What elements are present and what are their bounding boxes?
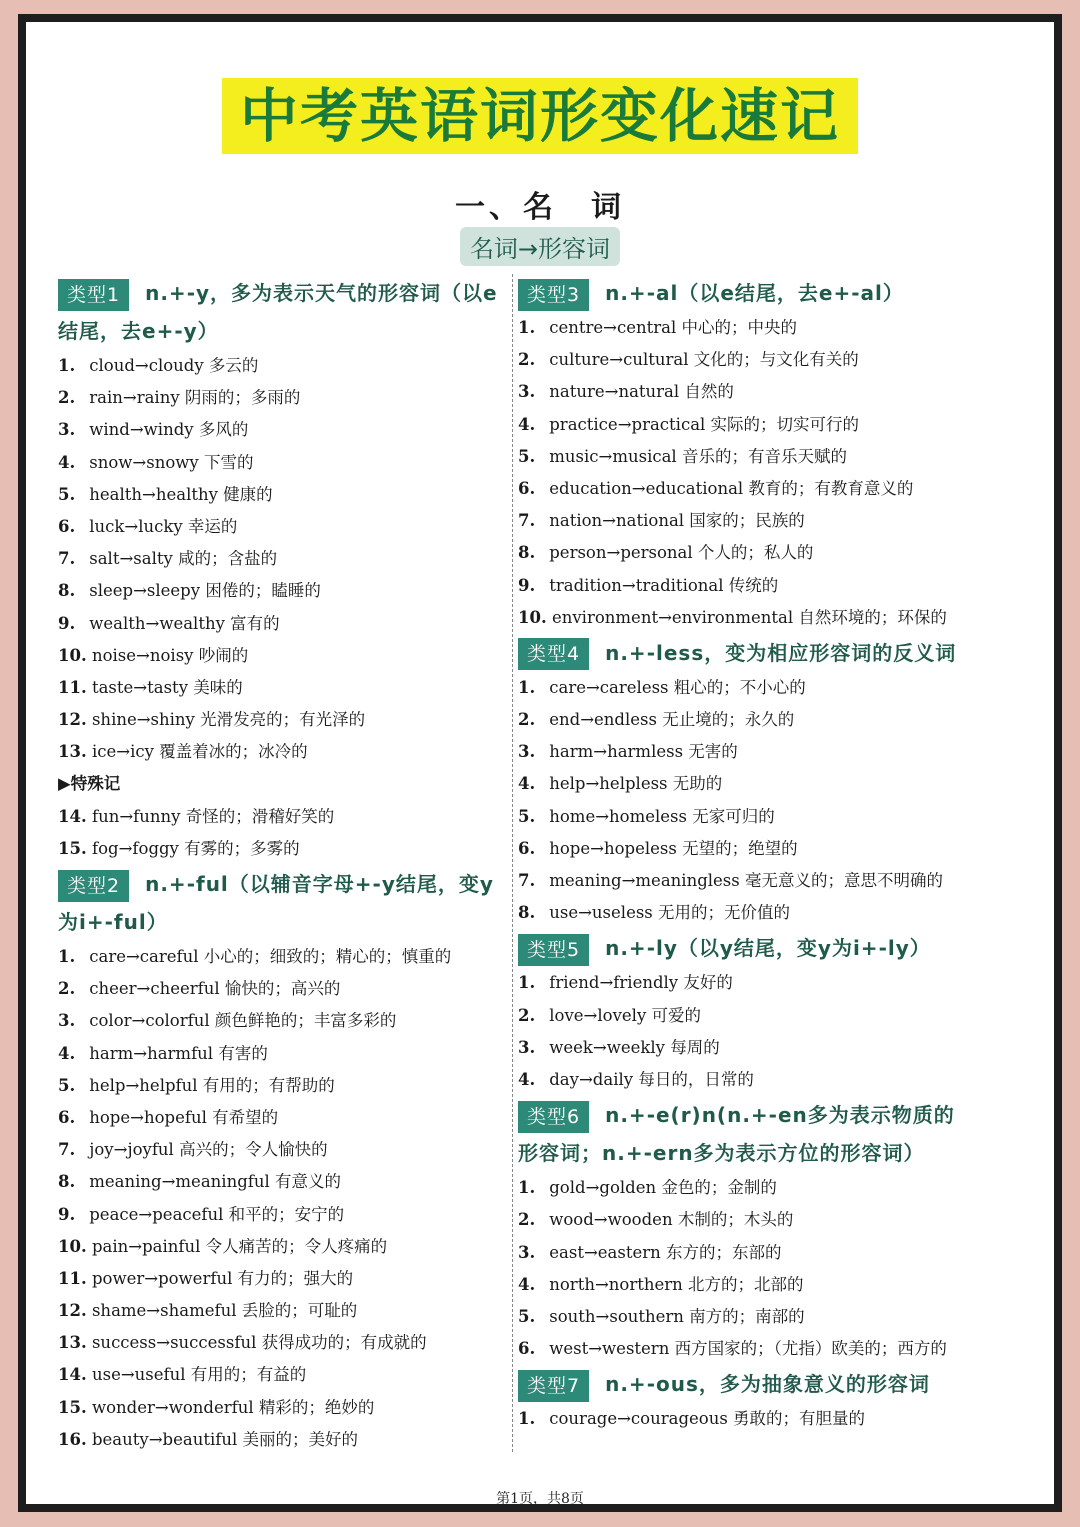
- item-text: harm→harmless 无害的: [549, 742, 738, 762]
- item-number: 4.: [518, 1069, 536, 1089]
- list-item: [518, 570, 966, 602]
- list-item: [58, 1231, 504, 1263]
- item-text: fog→foggy 有雾的；多雾的: [91, 838, 300, 858]
- list-item: [518, 768, 966, 800]
- item-number: 3.: [58, 1011, 76, 1031]
- item-text: use→useful 有用的；有益的: [91, 1365, 307, 1385]
- item-number: 2.: [518, 1005, 536, 1025]
- item-text: tradition→traditional 传统的: [549, 575, 779, 595]
- item-text: wind→windy 多风的: [89, 420, 249, 440]
- list-item: [518, 704, 966, 736]
- list-item: [58, 1102, 504, 1134]
- type5-list: [518, 967, 966, 1096]
- item-text: day→daily 每日的，日常的: [549, 1069, 754, 1089]
- page-title: 中考英语词形变化速记: [222, 78, 858, 154]
- item-number: 3.: [518, 1037, 536, 1057]
- list-item: [58, 1424, 504, 1456]
- item-number: 5.: [518, 1306, 536, 1326]
- right-column: [518, 274, 966, 1435]
- item-number: 9.: [58, 613, 76, 633]
- type5-heading: [518, 929, 966, 967]
- list-item: [58, 1134, 504, 1166]
- item-text: nature→natural 自然的: [549, 382, 734, 402]
- item-text: help→helpful 有用的；有帮助的: [89, 1075, 335, 1095]
- list-item: [518, 1269, 966, 1301]
- item-number: 7.: [518, 871, 536, 890]
- item-text: snow→snowy 下雪的: [89, 452, 254, 472]
- list-item: [518, 833, 966, 865]
- type7-tag: 类型7: [518, 1370, 589, 1402]
- list-item: [58, 941, 504, 973]
- item-number: 14.: [58, 806, 87, 826]
- document-page: [18, 14, 1062, 1512]
- item-number: 1.: [518, 1178, 536, 1198]
- list-item: [58, 640, 504, 672]
- item-number: 7.: [58, 549, 76, 569]
- list-item: [518, 344, 966, 376]
- item-number: 10.: [518, 607, 547, 627]
- list-item: [58, 511, 504, 543]
- item-text: friend→friendly 友好的: [549, 973, 733, 993]
- item-number: 15.: [58, 1397, 87, 1417]
- item-text: taste→tasty 美味的: [91, 677, 243, 697]
- list-item: [58, 1070, 504, 1102]
- item-text: hope→hopeful 有希望的: [89, 1107, 279, 1127]
- type1-desc: n.+-y，多为表示天气的形容词（以e结尾，去e+-y）: [58, 281, 498, 343]
- item-number: 10.: [58, 645, 87, 665]
- list-item: [518, 1237, 966, 1269]
- list-item: [518, 1403, 966, 1435]
- item-text: meaning→meaningful 有意义的: [89, 1172, 342, 1192]
- item-number: 5.: [518, 806, 536, 826]
- item-text: wealth→wealthy 富有的: [89, 613, 280, 633]
- type4-list: [518, 672, 966, 930]
- type7-list: [518, 1403, 966, 1435]
- item-number: 4.: [518, 1274, 536, 1294]
- item-number: 8.: [58, 581, 76, 601]
- list-item: [58, 608, 504, 640]
- item-number: 6.: [518, 478, 536, 498]
- item-text: success→successful 获得成功的；有成就的: [91, 1333, 427, 1353]
- list-item: [518, 1333, 966, 1365]
- list-item: [58, 801, 504, 833]
- list-item: [518, 537, 966, 569]
- list-item: [518, 473, 966, 505]
- list-item: [58, 447, 504, 479]
- type2-list: [58, 941, 504, 1456]
- document-sheet: [26, 22, 1054, 1507]
- item-number: 7.: [58, 1140, 76, 1160]
- item-number: 11.: [58, 677, 87, 697]
- subsection-heading: 名词→形容词: [460, 227, 620, 266]
- item-text: rain→rainy 阴雨的；多雨的: [89, 388, 301, 408]
- item-number: 4.: [518, 774, 536, 794]
- item-number: 6.: [518, 838, 536, 858]
- item-number: 2.: [58, 979, 76, 999]
- item-number: 9.: [518, 575, 536, 595]
- item-number: 5.: [518, 446, 536, 466]
- item-text: color→colorful 颜色鲜艳的；丰富多彩的: [89, 1011, 397, 1031]
- list-item: [518, 865, 966, 897]
- item-text: week→weekly 每周的: [549, 1037, 720, 1057]
- item-number: 13.: [58, 742, 87, 762]
- list-item: [518, 505, 966, 537]
- item-number: 8.: [58, 1172, 76, 1192]
- list-item: [58, 382, 504, 414]
- item-number: 6.: [58, 1107, 76, 1127]
- item-text: peace→peaceful 和平的；安宁的: [89, 1204, 345, 1224]
- item-number: 2.: [518, 710, 536, 730]
- item-number: 2.: [518, 350, 536, 370]
- item-text: ice→icy 覆盖着冰的；冰冷的: [91, 742, 308, 762]
- item-text: joy→joyful 高兴的；令人愉快的: [89, 1140, 328, 1160]
- list-item: [58, 543, 504, 575]
- item-number: 10.: [58, 1236, 87, 1256]
- item-text: love→lovely 可爱的: [549, 1005, 702, 1025]
- type3-list: [518, 312, 966, 634]
- column-divider: [512, 274, 513, 1452]
- list-item: [518, 1064, 966, 1096]
- item-text: wonder→wonderful 精彩的；绝妙的: [91, 1397, 375, 1417]
- item-text: environment→environmental 自然环境的；环保的: [551, 607, 947, 627]
- list-item: [518, 1000, 966, 1032]
- item-text: gold→golden 金色的；金制的: [549, 1178, 777, 1198]
- item-text: end→endless 无止境的；永久的: [549, 710, 795, 730]
- item-text: nation→national 国家的；民族的: [549, 511, 805, 531]
- list-item: [518, 967, 966, 999]
- list-item: [518, 602, 966, 634]
- list-item: [518, 1301, 966, 1333]
- item-text: meaning→meaningless 毫无意义的；意思不明确的: [549, 871, 943, 890]
- item-number: 3.: [518, 382, 536, 402]
- item-text: education→educational 教育的；有教育意义的: [549, 478, 914, 498]
- item-text: health→healthy 健康的: [89, 484, 273, 504]
- item-number: 2.: [58, 388, 76, 408]
- item-text: person→personal 个人的；私人的: [549, 543, 814, 563]
- type1-special-list: [58, 801, 504, 865]
- item-text: noise→noisy 吵闹的: [91, 645, 249, 665]
- item-text: centre→central 中心的；中央的: [549, 318, 797, 337]
- list-item: [518, 312, 966, 344]
- list-item: [518, 441, 966, 473]
- type6-desc: n.+-e(r)n(n.+-en多为表示物质的形容词；n.+-ern多为表示方位的形容词）: [518, 1103, 955, 1166]
- list-item: [58, 1295, 504, 1327]
- type4-tag: 类型4: [518, 638, 589, 670]
- type2-desc: n.+-ful（以辅音字母+-y结尾，变y为i+-ful）: [58, 872, 494, 934]
- item-number: 13.: [58, 1333, 87, 1353]
- item-number: 4.: [518, 414, 536, 434]
- item-text: culture→cultural 文化的；与文化有关的: [549, 350, 859, 370]
- item-text: music→musical 音乐的；有音乐天赋的: [549, 446, 847, 466]
- item-number: 1.: [518, 1409, 536, 1429]
- title-area: [26, 78, 1054, 154]
- item-number: 4.: [58, 452, 76, 472]
- list-item: [58, 973, 504, 1005]
- type6-heading: [518, 1096, 966, 1172]
- item-number: 3.: [58, 420, 76, 440]
- item-number: 1.: [518, 677, 536, 697]
- item-number: 3.: [518, 1242, 536, 1262]
- item-number: 12.: [58, 1301, 87, 1321]
- list-item: [58, 414, 504, 446]
- type6-tag: 类型6: [518, 1101, 589, 1133]
- item-number: 11.: [58, 1268, 87, 1288]
- type3-heading: [518, 274, 966, 312]
- item-text: beauty→beautiful 美丽的；美好的: [91, 1429, 358, 1449]
- list-item: [58, 1359, 504, 1391]
- list-item: [58, 575, 504, 607]
- list-item: [58, 704, 504, 736]
- item-text: fun→funny 奇怪的；滑稽好笑的: [91, 806, 335, 826]
- type2-tag: 类型2: [58, 870, 129, 902]
- item-text: salt→salty 咸的；含盐的: [89, 549, 278, 569]
- item-text: west→western 西方国家的；（尤指）欧美的；西方的: [549, 1339, 947, 1359]
- item-text: practice→practical 实际的；切实可行的: [549, 414, 860, 434]
- type7-desc: n.+-ous，多为抽象意义的形容词: [605, 1372, 930, 1397]
- list-item: [58, 833, 504, 865]
- item-number: 1.: [58, 356, 76, 375]
- list-item: [518, 1032, 966, 1064]
- type1-heading: [58, 274, 504, 350]
- item-text: help→helpless 无助的: [549, 774, 723, 794]
- special-note-label: ▶特殊记: [58, 774, 121, 794]
- left-column: [58, 274, 504, 1456]
- list-item: [518, 736, 966, 768]
- item-text: care→careless 粗心的；不小心的: [549, 677, 806, 697]
- list-item: [58, 1005, 504, 1037]
- item-number: 14.: [58, 1365, 87, 1385]
- list-item: [518, 409, 966, 441]
- item-number: 5.: [58, 1075, 76, 1095]
- item-text: cloud→cloudy 多云的: [89, 356, 259, 375]
- item-number: 9.: [58, 1204, 76, 1224]
- type2-heading: [58, 865, 504, 941]
- list-item: [518, 897, 966, 929]
- item-number: 1.: [518, 318, 536, 337]
- item-number: 2.: [518, 1210, 536, 1230]
- item-text: wood→wooden 木制的；木头的: [549, 1210, 794, 1230]
- page-footer: 第1页，共8页: [496, 1491, 584, 1507]
- type6-list: [518, 1172, 966, 1365]
- item-text: hope→hopeless 无望的；绝望的: [549, 838, 798, 858]
- item-number: 8.: [518, 903, 536, 923]
- type4-heading: [518, 634, 966, 672]
- type7-heading: [518, 1365, 966, 1403]
- item-number: 6.: [518, 1339, 536, 1359]
- list-item: [518, 376, 966, 408]
- type1-list: [58, 350, 504, 768]
- item-number: 5.: [58, 484, 76, 504]
- item-text: north→northern 北方的；北部的: [549, 1274, 804, 1294]
- item-text: harm→harmful 有害的: [89, 1043, 268, 1063]
- item-number: 4.: [58, 1043, 76, 1063]
- list-item: [58, 1038, 504, 1070]
- section-heading: 一、名 词: [455, 190, 625, 225]
- item-text: use→useless 无用的；无价值的: [549, 903, 791, 923]
- item-text: power→powerful 有力的；强大的: [91, 1268, 354, 1288]
- list-item: [58, 736, 504, 768]
- item-text: cheer→cheerful 愉快的；高兴的: [89, 979, 341, 999]
- list-item: [58, 1263, 504, 1295]
- item-text: luck→lucky 幸运的: [89, 516, 238, 536]
- list-item: [58, 350, 504, 382]
- list-item: [518, 801, 966, 833]
- item-number: 7.: [518, 511, 536, 531]
- item-text: care→careful 小心的；细致的；精心的；慎重的: [89, 947, 452, 966]
- list-item: [58, 672, 504, 704]
- item-number: 8.: [518, 543, 536, 563]
- type5-desc: n.+-ly（以y结尾，变y为i+-ly）: [605, 936, 931, 961]
- item-text: sleep→sleepy 困倦的；瞌睡的: [89, 581, 321, 601]
- type5-tag: 类型5: [518, 934, 589, 966]
- list-item: [58, 1166, 504, 1198]
- list-item: [518, 672, 966, 704]
- list-item: [518, 1172, 966, 1204]
- list-item: [518, 1204, 966, 1236]
- list-item: [58, 1392, 504, 1424]
- item-text: courage→courageous 勇敢的；有胆量的: [549, 1409, 866, 1429]
- type3-desc: n.+-al（以e结尾，去e+-al）: [605, 281, 904, 305]
- item-number: 1.: [518, 973, 536, 993]
- item-text: home→homeless 无家可归的: [549, 806, 775, 826]
- type1-tag: 类型1: [58, 279, 129, 311]
- item-text: shame→shameful 丢脸的；可耻的: [91, 1301, 358, 1321]
- item-number: 1.: [58, 947, 76, 966]
- item-number: 15.: [58, 838, 87, 858]
- item-number: 3.: [518, 742, 536, 762]
- type3-tag: 类型3: [518, 279, 589, 311]
- list-item: [58, 479, 504, 511]
- item-text: east→eastern 东方的；东部的: [549, 1242, 782, 1262]
- item-text: pain→painful 令人痛苦的；令人疼痛的: [91, 1236, 388, 1256]
- list-item: [58, 1199, 504, 1231]
- subsection-area: [26, 227, 1054, 266]
- item-number: 12.: [58, 710, 87, 730]
- item-text: shine→shiny 光滑发亮的；有光泽的: [91, 710, 366, 730]
- item-number: 6.: [58, 516, 76, 536]
- item-text: south→southern 南方的；南部的: [549, 1306, 805, 1326]
- item-number: 16.: [58, 1429, 87, 1449]
- type4-desc: n.+-less，变为相应形容词的反义词: [605, 640, 957, 665]
- list-item: [58, 1327, 504, 1359]
